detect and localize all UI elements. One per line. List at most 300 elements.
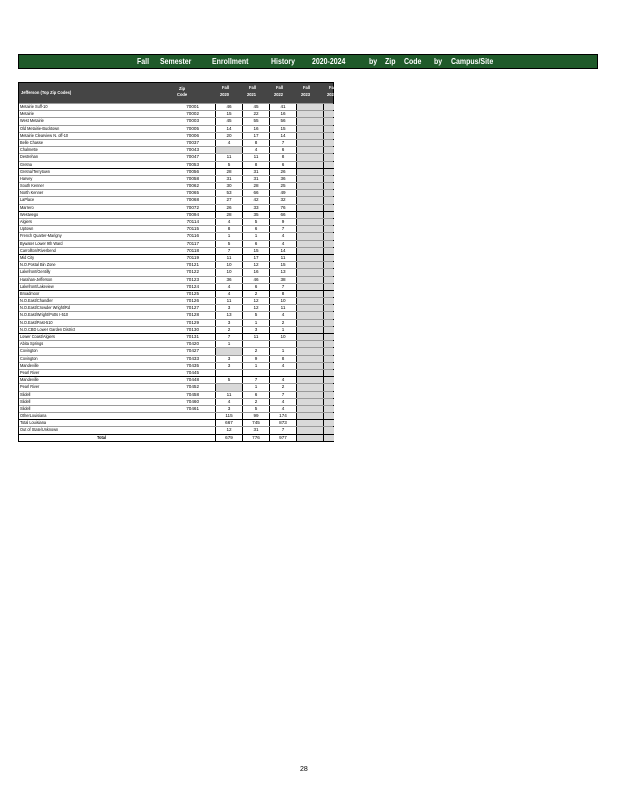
row-value-2: 42 (242, 197, 269, 203)
table-row (19, 232, 333, 239)
row-value-1: 11 (215, 154, 242, 160)
table-row (19, 139, 333, 146)
row-zip: 70460 (186, 398, 199, 404)
row-location: Metairie (20, 111, 34, 117)
row-value-2: 7 (242, 377, 269, 383)
row-value-2: 55 (242, 118, 269, 124)
row-zip: 70058 (186, 175, 199, 181)
table-row (19, 204, 333, 211)
row-value-1: 11 (215, 298, 242, 304)
row-value-3: 26 (269, 169, 296, 175)
row-value-1: 10 (215, 262, 242, 268)
row-zip: 70118 (186, 247, 199, 253)
row-value-3: 174 (269, 413, 296, 419)
row-zip: 70123 (186, 276, 199, 282)
row-value-1: 3 (215, 363, 242, 369)
table-row (19, 355, 333, 362)
row-location: Old Metairie-Bucktown (20, 125, 60, 131)
row-value-3: 11 (269, 305, 296, 311)
row-value-2: 31 (242, 176, 269, 182)
row-location: Covington (20, 355, 38, 361)
header-year-5-a: Fall (329, 86, 337, 91)
row-value-1: 4 (215, 291, 242, 297)
row-location: N.O.East/Past-510 (20, 319, 53, 325)
banner-word: Fall (137, 56, 150, 66)
row-location: Westwego (20, 211, 39, 217)
row-value-2: 15 (242, 248, 269, 254)
row-value-2: 31 (242, 427, 269, 433)
row-location: French Quarter-Marigny (20, 233, 62, 239)
row-zip: 70047 (186, 154, 199, 160)
banner-word: by (434, 56, 443, 66)
row-value-3: 41 (269, 104, 296, 110)
header-year-4-a: Fall (303, 86, 311, 91)
row-value-1: 7 (215, 248, 242, 254)
row-zip: 70461 (186, 405, 199, 411)
table-row (19, 434, 333, 441)
row-value-1: 3 (215, 305, 242, 311)
table-row (19, 240, 333, 247)
row-location: N.O.Postal Bin Zone (20, 262, 56, 268)
row-value-4 (296, 435, 323, 441)
row-value-2: 28 (242, 183, 269, 189)
row-value-3: 38 (269, 277, 296, 283)
row-location: Pearl River (20, 384, 40, 390)
row-zip: 70452 (186, 384, 199, 390)
row-value-3: 16 (269, 111, 296, 117)
table-row (19, 247, 333, 254)
row-zip: 70043 (186, 147, 199, 153)
row-value-3: 4 (269, 406, 296, 412)
header-year-1-b: 2020 (220, 93, 230, 98)
row-location: Destrehan (20, 154, 39, 160)
row-value-2: 1 (242, 363, 269, 369)
row-zip: 70121 (186, 262, 199, 268)
row-value-3: 1 (269, 348, 296, 354)
row-value-3: 873 (269, 420, 296, 426)
table-row (19, 175, 333, 182)
row-value-3: 7 (269, 392, 296, 398)
row-value-1: 28 (215, 169, 242, 175)
table-row (19, 125, 333, 132)
table-row (19, 398, 333, 405)
row-location: Pearl River (20, 369, 40, 375)
table-row (19, 383, 333, 390)
table-row (19, 304, 333, 311)
row-zip: 70094 (186, 211, 199, 217)
row-value-1: 5 (215, 241, 242, 247)
row-value-1: 11 (215, 255, 242, 261)
row-value-1: 31 (215, 176, 242, 182)
row-location: Chalmette (20, 147, 38, 153)
table-row (19, 276, 333, 283)
row-value-2: 11 (242, 154, 269, 160)
row-value-2: 1 (242, 320, 269, 326)
row-value-1: 3 (215, 406, 242, 412)
row-location: OtherLouisiana (20, 413, 47, 419)
row-value-3: 977 (269, 435, 296, 441)
row-value-3: 15 (269, 262, 296, 268)
row-location: LaPlace (20, 197, 35, 203)
row-location: Harahan-Jefferson (20, 276, 53, 282)
row-location: South Kenner (20, 183, 44, 189)
row-value-2: 31 (242, 169, 269, 175)
row-value-3: 7 (269, 226, 296, 232)
row-zip: 70131 (186, 334, 199, 339)
row-location: Slidell (20, 398, 31, 404)
row-value-1: 10 (215, 269, 242, 275)
row-location: Slidell (20, 405, 31, 411)
row-value-3: 8 (269, 291, 296, 297)
row-zip: 70001 (186, 104, 199, 109)
row-zip: 70062 (186, 183, 199, 189)
row-value-2: 6 (242, 284, 269, 290)
table-row (19, 319, 333, 326)
header-year-1-a: Fall (222, 86, 230, 91)
row-location: Bywater Lower 9th Ward (20, 240, 63, 246)
row-value-2: 3 (242, 327, 269, 333)
row-zip: 70002 (186, 111, 199, 117)
banner-word: Campus/Site (451, 56, 494, 66)
row-location: Mid City (20, 254, 35, 260)
row-zip: 70006 (186, 132, 199, 138)
row-location: Carrollton/Riverbend (20, 247, 56, 253)
table-row (19, 412, 333, 419)
banner-word: by (369, 56, 378, 66)
row-zip: 70445 (186, 369, 199, 375)
banner-word: Enrollment (212, 56, 249, 66)
row-value-1: 4 (215, 399, 242, 405)
row-value-3: 8 (269, 154, 296, 160)
row-value-2: 11 (242, 334, 269, 340)
header-year-2-b: 2021 (247, 93, 257, 98)
row-value-3: 76 (269, 205, 296, 211)
row-value-2: 12 (242, 262, 269, 268)
row-zip: 70128 (186, 312, 199, 318)
header-year-2-a: Fall (249, 86, 257, 91)
row-value-3: 32 (269, 197, 296, 203)
row-value-2: 33 (242, 205, 269, 211)
row-value-3: 11 (269, 255, 296, 261)
table-row (19, 297, 333, 304)
row-value-1: 4 (215, 284, 242, 290)
row-value-3: 49 (269, 190, 296, 196)
row-location: Metairie Clearview N. off-10 (20, 132, 69, 138)
row-value-2: 6 (242, 226, 269, 232)
row-value-2: 1 (242, 384, 269, 390)
row-value-1: 4 (215, 140, 242, 146)
row-location: N.O.CBD Lower Garden District (20, 326, 76, 332)
row-location: Gretna/Terrytown (20, 168, 50, 174)
row-value-2: 9 (242, 356, 269, 362)
table-row (19, 362, 333, 369)
row-zip: 70117 (186, 240, 199, 246)
row-value-3: 56 (269, 118, 296, 124)
table-row (19, 117, 333, 124)
row-location: Lakefront/Gentilly (20, 269, 51, 275)
row-value-3: 4 (269, 377, 296, 383)
row-value-3: 4 (269, 399, 296, 405)
row-location: Mandeville (20, 362, 39, 368)
row-location: Marrero (20, 204, 34, 210)
row-zip: 70420 (186, 341, 199, 347)
row-zip: 70427 (186, 348, 199, 354)
table-row (19, 218, 333, 225)
row-value-1: 45 (215, 118, 242, 124)
row-zip: 70056 (186, 168, 199, 174)
header-zip-line2: Code (177, 93, 188, 98)
table-row (19, 211, 333, 218)
table-row (19, 103, 333, 110)
row-value-2: 66 (242, 190, 269, 196)
row-value-3: 36 (269, 176, 296, 182)
row-value-3: 1 (269, 327, 296, 333)
row-value-2: 4 (242, 147, 269, 153)
row-value-1: 13 (215, 312, 242, 318)
table-row (19, 326, 333, 333)
table-row (19, 376, 333, 383)
row-value-2: 745 (242, 420, 269, 426)
row-location: Lakefront/Lakeview (20, 283, 54, 289)
header-name: Jefferson (Top Zip Codes) (21, 91, 72, 96)
table-row (19, 311, 333, 318)
row-value-3: 6 (269, 147, 296, 153)
table-row (19, 290, 333, 297)
row-value-3: 4 (269, 233, 296, 239)
title-banner (18, 54, 598, 69)
row-location: Lower Coast/Algiers (20, 334, 55, 339)
row-value-1: 53 (215, 190, 242, 196)
header-year-3-b: 2022 (274, 93, 284, 98)
row-value-1: 5 (215, 377, 242, 383)
row-zip (171, 435, 199, 441)
row-value-3: 8 (269, 356, 296, 362)
table-row (19, 419, 333, 426)
table-row (19, 225, 333, 232)
row-value-3: 4 (269, 312, 296, 318)
row-location: Total (97, 434, 107, 440)
row-zip: 70129 (186, 319, 199, 325)
row-value-2: 99 (242, 413, 269, 419)
row-value-2: 5 (242, 312, 269, 318)
header-year-5-b: 2024 (327, 93, 337, 98)
row-value-2: 35 (242, 212, 269, 218)
row-zip: 70448 (186, 377, 199, 383)
table-body (19, 103, 333, 441)
row-value-2: 8 (242, 162, 269, 168)
row-value-1: 679 (215, 435, 242, 441)
row-location: Uptown (20, 226, 34, 232)
row-zip: 70124 (186, 283, 199, 289)
row-value-2: 22 (242, 111, 269, 117)
row-value-3: 10 (269, 334, 296, 340)
row-value-3: 25 (269, 183, 296, 189)
row-zip: 70115 (186, 226, 199, 232)
row-value-2: 12 (242, 298, 269, 304)
row-location: Covington (20, 348, 38, 354)
row-value-5 (323, 435, 334, 441)
table-row (19, 196, 333, 203)
row-value-2: 2 (242, 291, 269, 297)
row-location: N.O.East/Crowder Wright/Rd (20, 305, 71, 311)
row-value-1: 26 (215, 205, 242, 211)
row-value-2: 6 (242, 392, 269, 398)
table-row (19, 189, 333, 196)
row-location: Out of State/Unknown (20, 427, 59, 433)
table-header (19, 83, 337, 103)
table-row (19, 340, 333, 347)
row-value-1: 2 (215, 327, 242, 333)
table-row (19, 369, 333, 376)
row-zip: 70068 (186, 197, 199, 203)
table-row (19, 146, 333, 153)
row-location: N.O.East/Chandler (20, 298, 53, 304)
table-row (19, 110, 333, 117)
row-value-1: 7 (215, 334, 242, 340)
row-value-1: 20 (215, 133, 242, 139)
table-row (19, 261, 333, 268)
banner-word: 2020-2024 (312, 56, 346, 66)
table-row (19, 182, 333, 189)
row-value-1: 115 (215, 413, 242, 419)
row-zip: 70433 (186, 355, 199, 361)
row-location: North Kenner (20, 190, 44, 196)
row-value-3: 7 (269, 284, 296, 290)
row-value-2: 776 (242, 435, 269, 441)
row-location: Mandeville (20, 377, 39, 383)
row-zip: 70005 (186, 125, 199, 131)
row-value-3: 4 (269, 363, 296, 369)
row-location: Abita Springs (20, 341, 44, 347)
row-value-3: 14 (269, 248, 296, 254)
row-zip: 70122 (186, 269, 199, 275)
row-value-2: 17 (242, 133, 269, 139)
row-value-3: 14 (269, 133, 296, 139)
row-value-2: 5 (242, 406, 269, 412)
row-location: Broadmoor (20, 290, 40, 296)
row-value-2: 17 (242, 255, 269, 261)
row-value-1: 1 (215, 233, 242, 239)
row-location: West Metairie (20, 118, 44, 124)
table-row (19, 168, 333, 175)
row-value-2: 12 (242, 305, 269, 311)
header-year-4-b: 2023 (301, 93, 311, 98)
row-value-1: 46 (215, 104, 242, 110)
row-location: Algiers (20, 219, 32, 224)
row-value-2: 6 (242, 241, 269, 247)
banner-word: Code (404, 56, 422, 66)
row-value-3: 6 (269, 162, 296, 168)
row-value-2: 2 (242, 399, 269, 405)
banner-word: Zip (385, 56, 396, 66)
row-zip: 70037 (186, 139, 199, 145)
row-value-2: 16 (242, 126, 269, 132)
row-value-1: 5 (215, 162, 242, 168)
table-row (19, 161, 333, 168)
table-row (19, 132, 333, 139)
enrollment-table (18, 82, 337, 442)
row-value-3: 7 (269, 140, 296, 146)
row-value-2: 16 (242, 269, 269, 275)
row-zip: 70053 (186, 161, 199, 167)
row-value-3: 7 (269, 427, 296, 433)
row-zip: 70126 (186, 298, 199, 304)
row-value-1: 36 (215, 277, 242, 283)
row-zip: 70130 (186, 326, 199, 332)
row-value-1: 3 (215, 356, 242, 362)
row-value-1: 1 (215, 341, 242, 347)
row-location: N.O.East/Wright/Potts I-510 (20, 312, 69, 318)
row-zip: 70119 (186, 254, 199, 260)
table-row (19, 426, 333, 433)
banner-word: Semester (160, 56, 192, 66)
row-value-1: 11 (215, 392, 242, 398)
row-location: Slidell (20, 391, 31, 397)
row-value-3: 10 (269, 298, 296, 304)
row-value-1: 8 (215, 226, 242, 232)
row-zip: 70114 (186, 219, 199, 224)
row-location: Harvey (20, 175, 33, 181)
table-row (19, 333, 333, 340)
row-location: Gretna (20, 161, 32, 167)
row-value-3: 15 (269, 126, 296, 132)
row-value-1: 12 (215, 427, 242, 433)
row-zip: 70116 (186, 233, 199, 239)
row-value-1: 14 (215, 126, 242, 132)
row-value-2: 5 (242, 219, 269, 225)
table-row (19, 153, 333, 160)
row-zip: 70003 (186, 118, 199, 124)
table-row (19, 405, 333, 412)
table-row (19, 283, 333, 290)
row-value-1: 667 (215, 420, 242, 426)
row-value-2: 2 (242, 348, 269, 354)
row-location: Total Louisiana (20, 420, 47, 426)
row-zip: 70458 (186, 391, 199, 397)
row-value-1: 28 (215, 212, 242, 218)
row-zip: 70435 (186, 362, 199, 368)
page-number: 28 (300, 766, 308, 773)
row-value-1: 30 (215, 183, 242, 189)
row-value-2: 46 (242, 277, 269, 283)
row-value-2: 1 (242, 233, 269, 239)
row-zip: 70125 (186, 290, 199, 296)
table-row (19, 347, 333, 354)
table-row (19, 254, 333, 261)
row-value-3: 9 (269, 219, 296, 225)
row-value-1: 15 (215, 111, 242, 117)
row-zip: 70065 (186, 190, 199, 196)
row-value-2: 45 (242, 104, 269, 110)
row-value-1: 3 (215, 320, 242, 326)
row-zip: 70127 (186, 305, 199, 311)
row-zip: 70072 (186, 204, 199, 210)
row-value-1: 27 (215, 197, 242, 203)
row-value-3: 13 (269, 269, 296, 275)
row-location: Belle Chasse (20, 139, 44, 145)
banner-word: History (271, 56, 296, 66)
row-value-3: 2 (269, 320, 296, 326)
table-row (19, 391, 333, 398)
row-value-1: 4 (215, 219, 242, 225)
row-location: Metairie Suff-10 (20, 104, 48, 109)
header-zip-line1: Zip (179, 87, 186, 92)
table-row (19, 268, 333, 275)
row-value-3: 66 (269, 212, 296, 218)
row-value-3: 2 (269, 384, 296, 390)
row-value-2: 8 (242, 140, 269, 146)
header-year-3-a: Fall (276, 86, 284, 91)
